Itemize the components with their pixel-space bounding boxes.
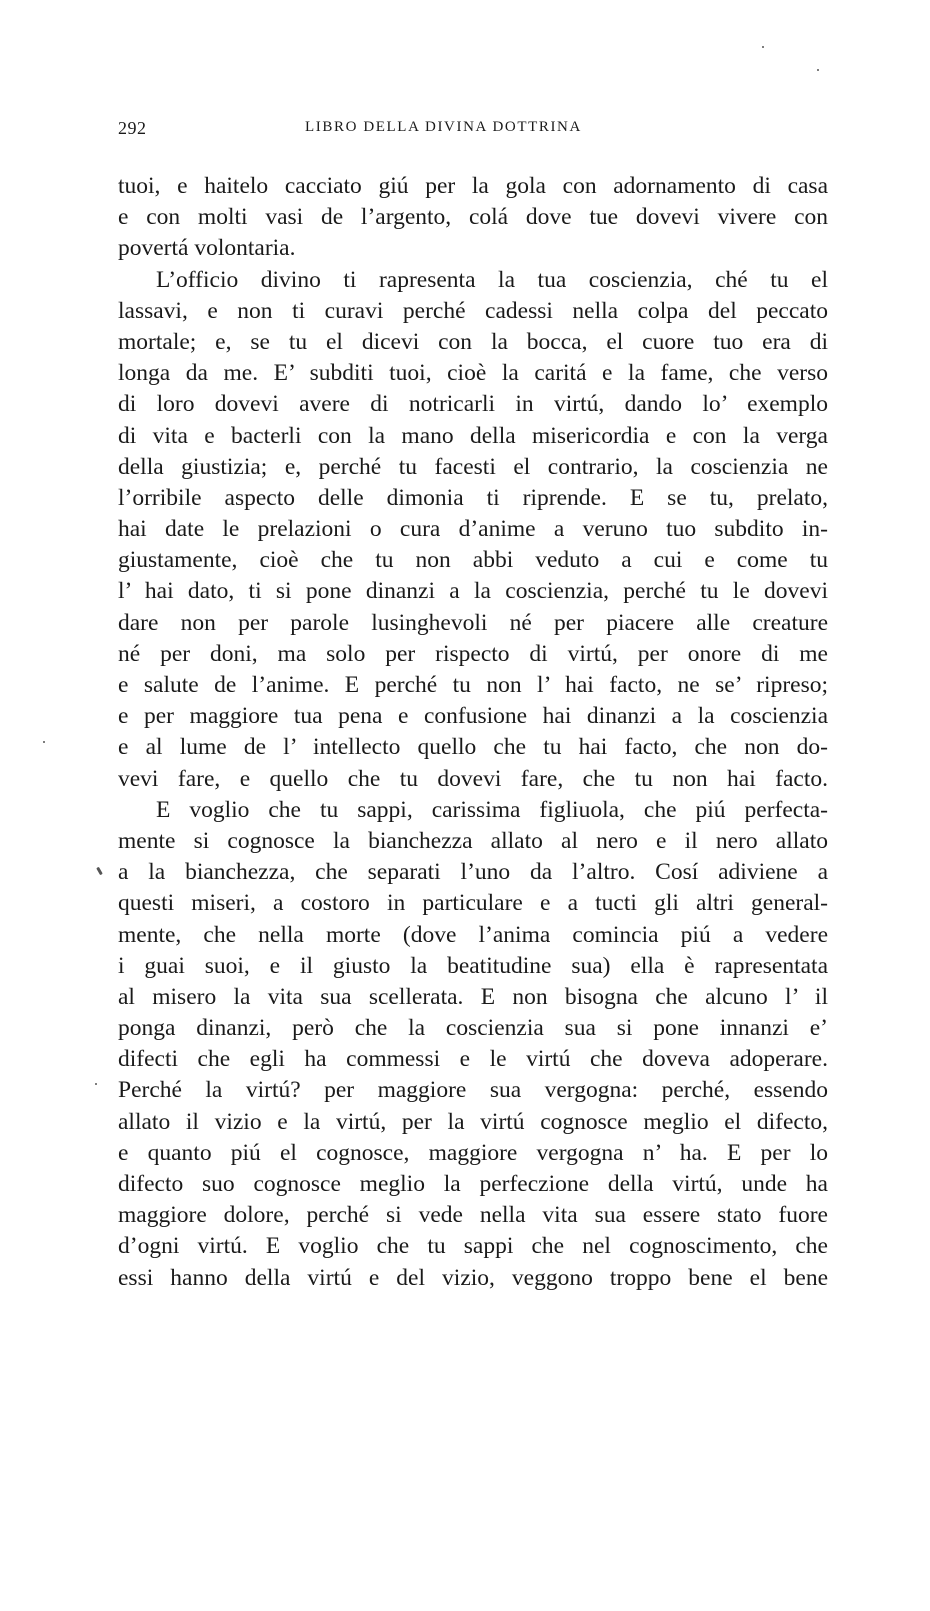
text-line: mente si cognosce la bianchezza allato al nero e il nero allato: [118, 827, 828, 854]
text-line: al misero la vita sua scellerata. E non bisogna che alcuno l’ il: [118, 983, 828, 1010]
text-line: i guai suoi, e il giusto la beatitudine sua) ella è rapresentata: [118, 952, 828, 979]
text-line: maggiore dolore, perché si vede nella vita sua essere stato fuore: [118, 1202, 828, 1229]
text-line: e con molti vasi de l’argento, colá dove tue dovevi vivere con: [118, 204, 828, 231]
text-line: lassavi, e non ti curavi perché cadessi nella colpa del peccato: [118, 297, 828, 324]
text-line: dare non per parole lusinghevoli né per piacere alle creature: [118, 609, 828, 636]
text-line: e salute de l’anime. E perché tu non l’ hai facto, ne se’ ripreso;: [118, 672, 828, 698]
text-line: giustamente, cioè che tu non abbi veduto a cui e come tu: [118, 547, 828, 574]
text-line: mente, che nella morte (dove l’anima comincia piú a vedere: [118, 921, 828, 948]
scan-speck: [43, 741, 45, 743]
text-line: né per doni, ma solo per rispecto di virtú, per onore di me: [118, 640, 828, 667]
text-line: longa da me. E’ subditi tuoi, cioè la caritá e la fame, che verso: [118, 360, 828, 387]
text-line: L’officio divino ti rapresenta la tua coscienzia, ché tu el: [156, 266, 828, 293]
text-line: a la bianchezza, che separati l’uno da l’altro. Cosí adiviene a: [118, 859, 828, 886]
text-line: hai date le prelazioni o cura d’anime a veruno tuo subdito in-: [118, 516, 828, 543]
page-number: 292: [118, 118, 147, 138]
text-line: e per maggiore tua pena e confusione hai dinanzi a la coscienzia: [118, 703, 828, 730]
text-line: tuoi, e haitelo cacciato giú per la gola con adornamento di casa: [118, 173, 828, 199]
running-head: [118, 118, 828, 142]
text-line: e quanto piú el cognosce, maggiore vergogna n’ ha. E per lo: [118, 1139, 828, 1166]
text-line: della giustizia; e, perché tu facesti el contrario, la coscienzia ne: [118, 453, 828, 480]
text-line: e al lume de l’ intellecto quello che tu hai facto, che non do-: [118, 734, 828, 761]
text-line: E voglio che tu sappi, carissima figliuola, che piú perfecta-: [156, 796, 828, 823]
scan-speck: [96, 867, 103, 875]
text-line: Perché la virtú? per maggiore sua vergogna: perché, essendo: [118, 1077, 828, 1104]
text-line: questi miseri, a costoro in particulare e a tucti gli altri general-: [118, 890, 828, 917]
text-line: vevi fare, e quello che tu dovevi fare, che tu non hai facto.: [118, 765, 828, 792]
text-line: mortale; e, se tu el dicevi con la bocca, el cuore tuo era di: [118, 328, 828, 355]
text-line: d’ogni virtú. E voglio che tu sappi che nel cognoscimento, che: [118, 1233, 828, 1260]
text-line: l’ hai dato, ti si pone dinanzi a la coscienzia, perché tu le dovevi: [118, 578, 828, 605]
scan-speck: [95, 1083, 97, 1085]
scan-speck: [817, 69, 819, 71]
text-line: povertá volontaria.: [118, 235, 296, 262]
text-line: difecto suo cognosce meglio la perfeczione della virtú, unde ha: [118, 1171, 828, 1197]
body-text: [118, 171, 828, 1294]
running-title: LIBRO DELLA DIVINA DOTTRINA: [305, 119, 582, 135]
text-line: essi hanno della virtú e del vizio, veggono troppo bene el bene: [118, 1264, 828, 1291]
text-line: allato il vizio e la virtú, per la virtú cognosce meglio el difecto,: [118, 1108, 828, 1135]
scan-speck: [762, 46, 764, 48]
text-line: l’orribile aspecto delle dimonia ti riprende. E se tu, prelato,: [118, 484, 828, 511]
text-line: di loro dovevi avere di notricarli in virtú, dando lo’ exemplo: [118, 391, 828, 418]
text-line: ponga dinanzi, però che la coscienzia sua si pone innanzi e’: [118, 1015, 828, 1042]
text-line: difecti che egli ha commessi e le virtú che doveva adoperare.: [118, 1046, 828, 1073]
text-line: di vita e bacterli con la mano della misericordia e con la verga: [118, 422, 828, 449]
